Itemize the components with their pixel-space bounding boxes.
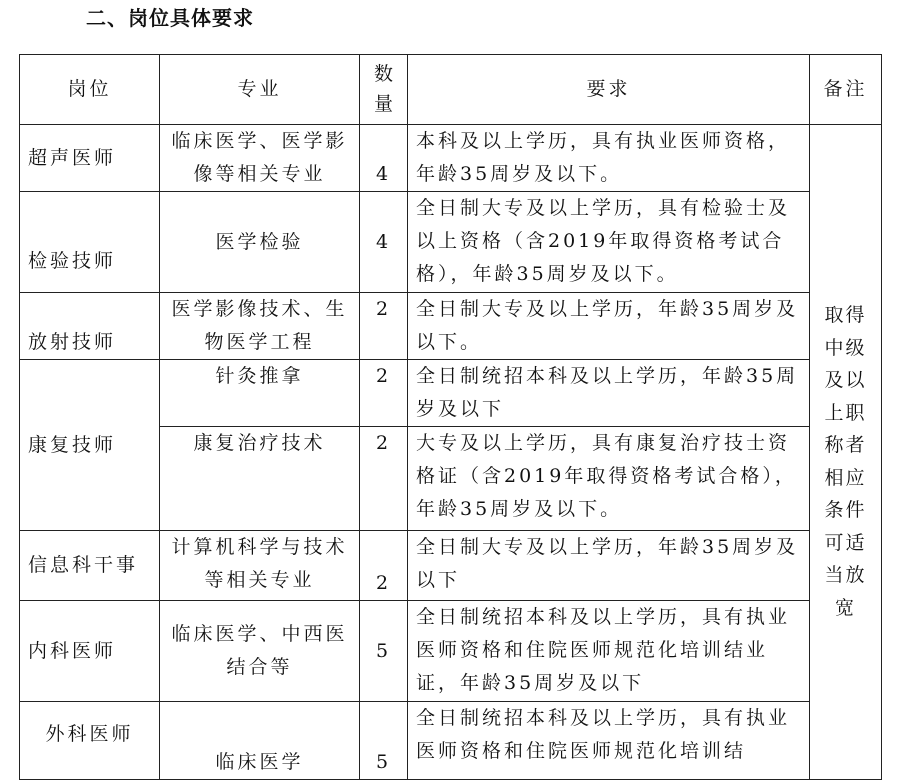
- table-row: [20, 125, 882, 192]
- major-cell: 计算机科学与技术等相关专业: [160, 531, 360, 601]
- count-cell: 5: [360, 702, 408, 780]
- count-cell: 2: [360, 293, 408, 360]
- count-cell: 2: [360, 427, 408, 531]
- post-cell: 信息科干事: [20, 531, 160, 601]
- header-row: [20, 55, 882, 125]
- post-cell: 内科医师: [20, 601, 160, 702]
- post-cell: 超声医师: [20, 125, 160, 192]
- count-cell: 4: [360, 125, 408, 192]
- header-post: 岗位: [20, 55, 160, 125]
- post-cell: 放射技师: [20, 293, 160, 360]
- major-cell: 康复治疗技术: [160, 427, 360, 531]
- header-major: 专业: [160, 55, 360, 125]
- post-cell: 康复技师: [20, 360, 160, 531]
- table-row: [20, 293, 882, 360]
- post-cell: 检验技师: [20, 192, 160, 293]
- table-row: [20, 192, 882, 293]
- major-cell: 医学影像技术、生物医学工程: [160, 293, 360, 360]
- count-cell: 4: [360, 192, 408, 293]
- header-count: [360, 55, 408, 125]
- requirement-cell: 全日制统招本科及以上学历，年龄35周岁及以下: [408, 360, 810, 427]
- note-text: 取得中级及以上职称者相应条件可适当放宽: [824, 304, 867, 619]
- requirement-cell: 全日制统招本科及以上学历，具有执业医师资格和住院医师规范化培训结业证，年龄35周岁及以下: [408, 601, 810, 702]
- major-cell: 针灸推拿: [160, 360, 360, 427]
- requirement-cell: 全日制统招本科及以上学历，具有执业医师资格和住院医师规范化培训结: [408, 702, 810, 780]
- table-row: [20, 531, 882, 601]
- major-cell: 临床医学: [160, 702, 360, 780]
- count-cell: 2: [360, 360, 408, 427]
- major-cell: 临床医学、医学影像等相关专业: [160, 125, 360, 192]
- table-row: [20, 702, 882, 780]
- major-text: 医学检验: [215, 231, 304, 253]
- note-cell: [810, 125, 882, 780]
- requirement-cell: 全日制大专及以上学历，年龄35周岁及以下。: [408, 293, 810, 360]
- requirement-cell: 全日制大专及以上学历，年龄35周岁及以下: [408, 531, 810, 601]
- major-cell: [160, 192, 360, 293]
- section-title: 二、岗位具体要求: [86, 6, 254, 30]
- table-row: [20, 601, 882, 702]
- header-count-label: 数量: [373, 62, 393, 115]
- count-cell: 5: [360, 601, 408, 702]
- header-note: 备注: [810, 55, 882, 125]
- requirement-cell: 大专及以上学历，具有康复治疗技士资格证（含2019年取得资格考试合格），年龄35周岁及以下。: [408, 427, 810, 531]
- requirements-table: [19, 54, 882, 780]
- count-cell: 2: [360, 531, 408, 601]
- major-cell: 临床医学、中西医结合等: [160, 601, 360, 702]
- requirement-cell: 全日制大专及以上学历，具有检验士及以上资格（含2019年取得资格考试合格），年龄35周岁及以下。: [408, 192, 810, 293]
- post-cell: 外科医师: [20, 702, 160, 780]
- table-row: [20, 360, 882, 427]
- requirement-cell: 本科及以上学历，具有执业医师资格，年龄35周岁及以下。: [408, 125, 810, 192]
- header-requirement: 要求: [408, 55, 810, 125]
